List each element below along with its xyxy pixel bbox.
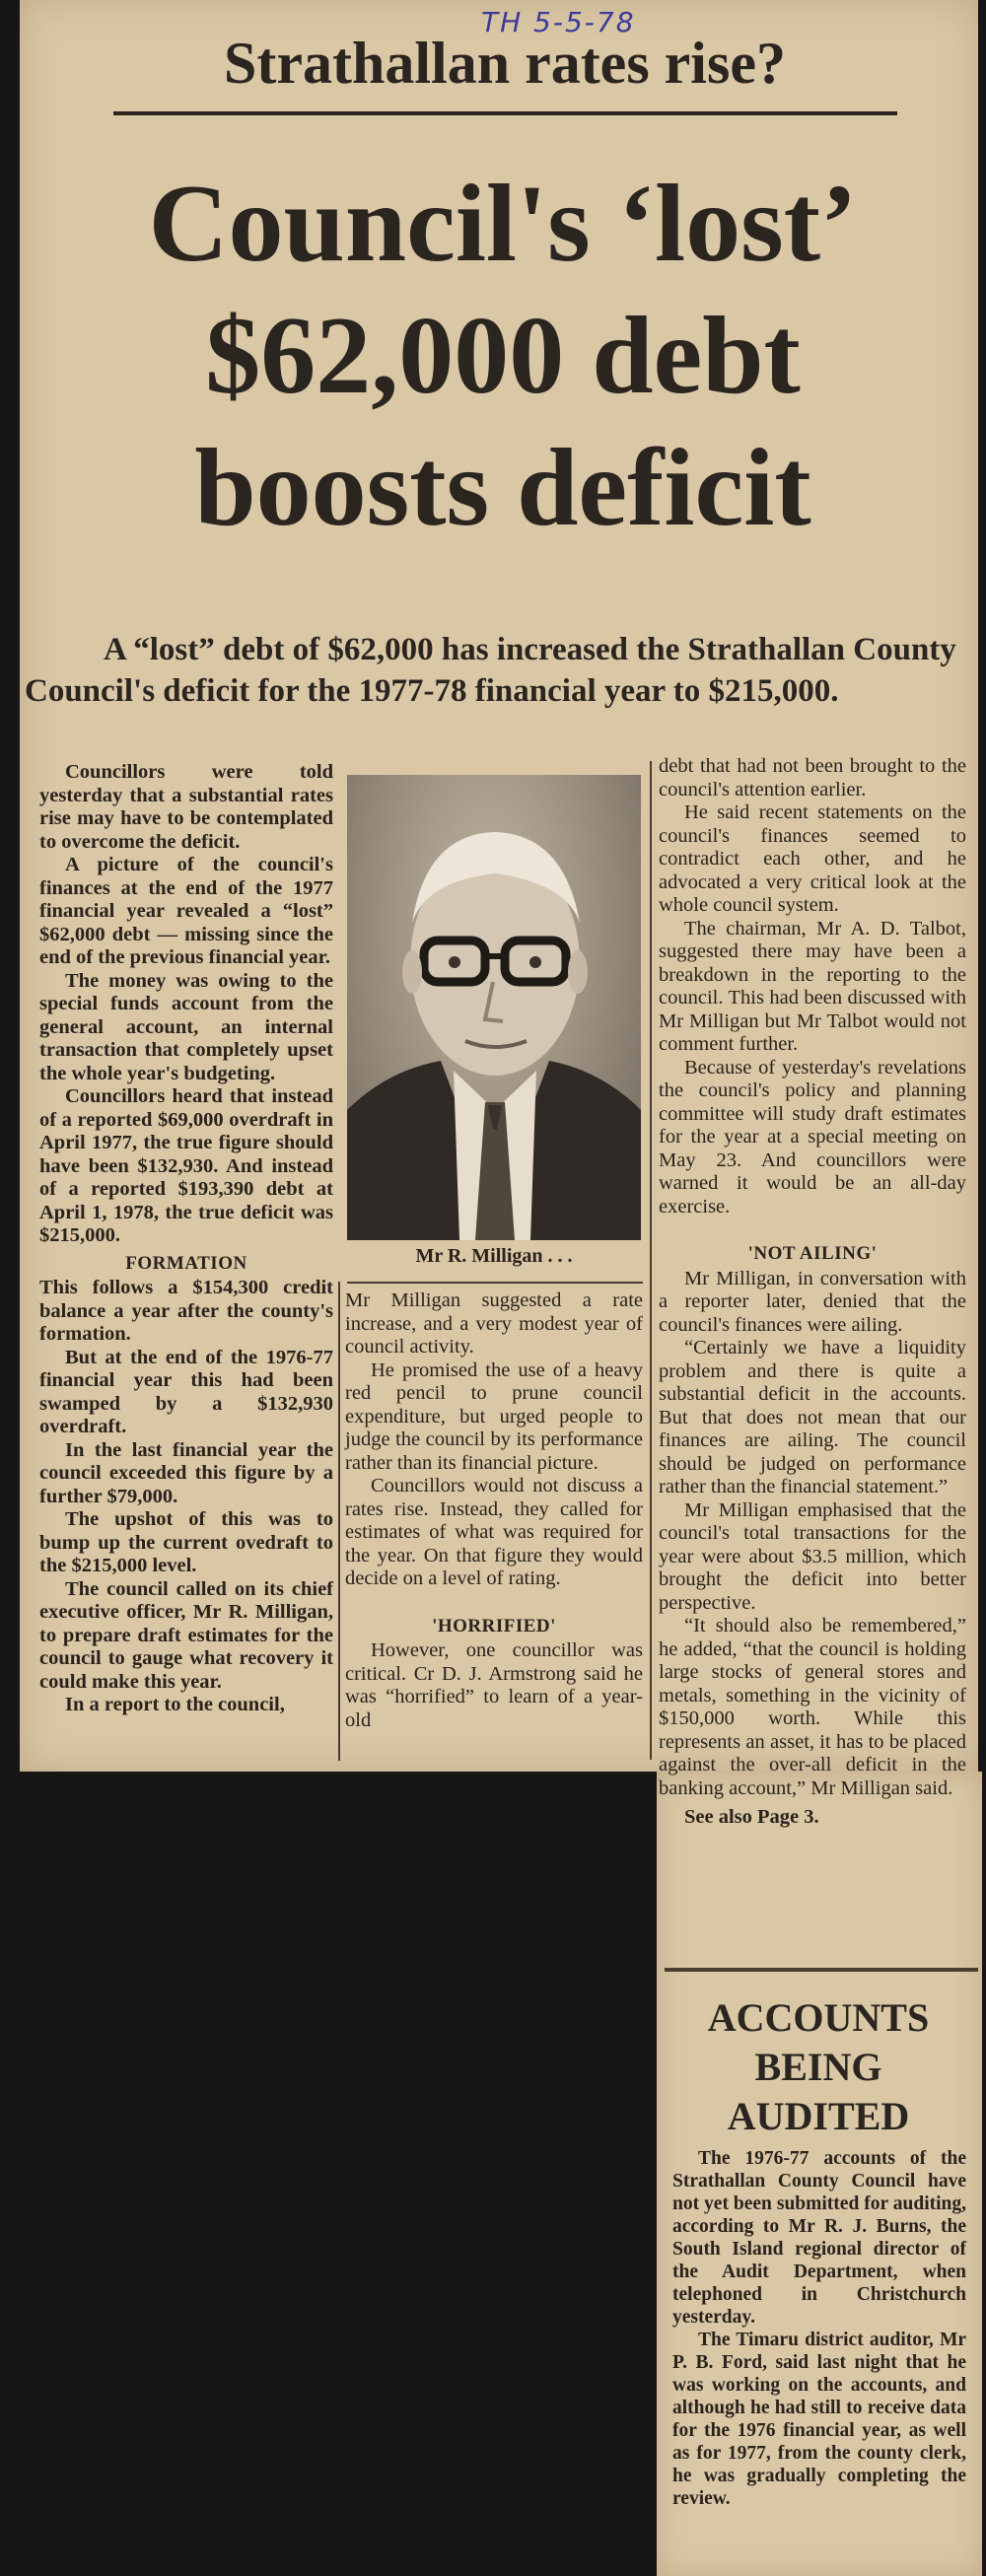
headline-line-1: Council's ‘lost’: [148, 163, 858, 285]
paragraph: Mr Milligan suggested a rate increase, and a very modest year of council activity.: [345, 1289, 643, 1358]
paragraph: He promised the use of a heavy red pencil to prune council expenditure, but urged people to judge the council by its performance rather than its financial picture.: [345, 1358, 643, 1474]
sidebar-rule: [665, 1968, 978, 1972]
article-column-1: [39, 761, 333, 1717]
paragraph: But at the end of the 1976-77 financial year this had been swamped by a $132,930 overdraft.: [39, 1346, 333, 1437]
sidebar-body: [672, 2147, 966, 2510]
paragraph: This follows a $154,300 credit balance a year after the county's formation.: [39, 1277, 333, 1345]
paragraph: Councillors were told yesterday that a substantial rates rise may have to be contemplated to overcome the deficit.: [39, 761, 333, 853]
paragraph: In the last financial year the council exceeded this figure by a further $79,000.: [39, 1438, 333, 1507]
paragraph: Mr Milligan emphasised that the council's total transactions for the year were about $3.5 million, which brought the deficit into better perspective.: [659, 1498, 966, 1614]
handwritten-date-note: TH 5-5-78: [481, 6, 636, 38]
portrait-photo: [347, 775, 641, 1240]
sidebar-headline: ACCOUNTS BEING AUDITED: [707, 1995, 930, 2138]
paragraph: “It should also be remembered,” he added, “that the council is holding large stocks of general stores and metals, something in the vicinity of $150,000 worth. While this represents an asset, it has to be placed against the over-all deficit in the banking account,” Mr Milligan said.: [659, 1615, 966, 1799]
kicker-headline: Strathallan rates rise?: [224, 31, 786, 96]
article-column-3: [659, 755, 966, 1830]
paragraph: The money was owing to the special funds account from the general account, an internal transaction that completely upset the whole year's budgeting.: [39, 969, 333, 1084]
article-column-2: [345, 1289, 643, 1732]
see-also-reference: See also Page 3.: [684, 1806, 819, 1828]
subhead-formation: FORMATION: [125, 1252, 247, 1274]
photo-caption: Mr R. Milligan . . .: [415, 1245, 573, 1267]
subhead-horrified: 'HORRIFIED': [432, 1615, 556, 1636]
subhead-not-ailing: 'NOT AILING': [747, 1243, 878, 1264]
paragraph: Because of yesterday's revelations the council's policy and planning committee will study draft estimates for the year at a special meeting on May 23. And councillors were warned it would be an all-day exercise.: [659, 1056, 966, 1218]
main-headline: [39, 158, 966, 554]
headline-line-3: boosts deficit: [194, 427, 811, 549]
paragraph: The upshot of this was to bump up the current ovedraft to the $215,000 level.: [39, 1508, 333, 1576]
headline-line-2: $62,000 debt: [205, 295, 801, 417]
paragraph: debt that had not been brought to the council's attention earlier.: [659, 755, 966, 801]
paragraph: The chairman, Mr A. D. Talbot, suggested there may have been a breakdown in the reporting to the council. This had been discussed with Mr Milligan but Mr Talbot would not comment further.: [659, 917, 966, 1055]
portrait-illustration: [347, 775, 641, 1240]
paragraph: Mr Milligan, in conversation with a reporter later, denied that the council's finances were ailing.: [659, 1267, 966, 1336]
column-rule-horizontal: [347, 1282, 643, 1284]
paragraph: The council called on its chief executive officer, Mr R. Milligan, to prepare draft estimates for the council to gauge what recovery it could make this year.: [39, 1577, 333, 1693]
paragraph: A picture of the council's finances at the end of the 1977 financial year revealed a “lost” $62,000 debt — missing since the end of the previous financial year.: [39, 854, 333, 968]
paragraph: The 1976-77 accounts of the Strathallan County Council have not yet been submitted for auditing, according to Mr R. J. Burns, the South Island regional director of the Audit Department, when telephoned in Christchurch yesterday.: [672, 2148, 966, 2328]
paragraph: In a report to the council,: [65, 1694, 285, 1715]
paragraph: However, one councillor was critical. Cr D. J. Armstrong said he was “horrified” to learn of a year-old: [345, 1639, 643, 1731]
paragraph: The Timaru district auditor, Mr P. B. Ford, said last night that he was working on the accounts, and although he had still to receive data for the 1976 financial year, as well as for 1977, from the county clerk, he was gradually completing the review.: [672, 2330, 966, 2509]
paragraph: Councillors heard that instead of a reported $69,000 overdraft in April 1977, the true figure should have been $132,930. And instead of a reported $193,390 debt at April 1, 1978, the true deficit was $215,000.: [39, 1085, 333, 1246]
paragraph: He said recent statements on the council's finances seemed to contradict each other, and he advocated a very critical look at the whole council system.: [659, 801, 966, 916]
kicker-underline: [113, 111, 897, 115]
paragraph: “Certainly we have a liquidity problem and there is quite a substantial deficit in the accounts. But that does not mean that our finances are ailing. The council should be judged on performance rather than the financial statement.”: [659, 1337, 966, 1497]
standfirst: A “lost” debt of $62,000 has increased the Strathallan County Council's deficit for the 1977-78 financial year to $215,000.: [25, 632, 956, 709]
paragraph: Councillors would not discuss a rates rise. Instead, they called for estimates of what was required for the year. On that figure they would decide on a level of rating.: [345, 1475, 643, 1589]
column-rule-vertical: [650, 761, 652, 1760]
column-rule-vertical: [338, 1282, 340, 1761]
